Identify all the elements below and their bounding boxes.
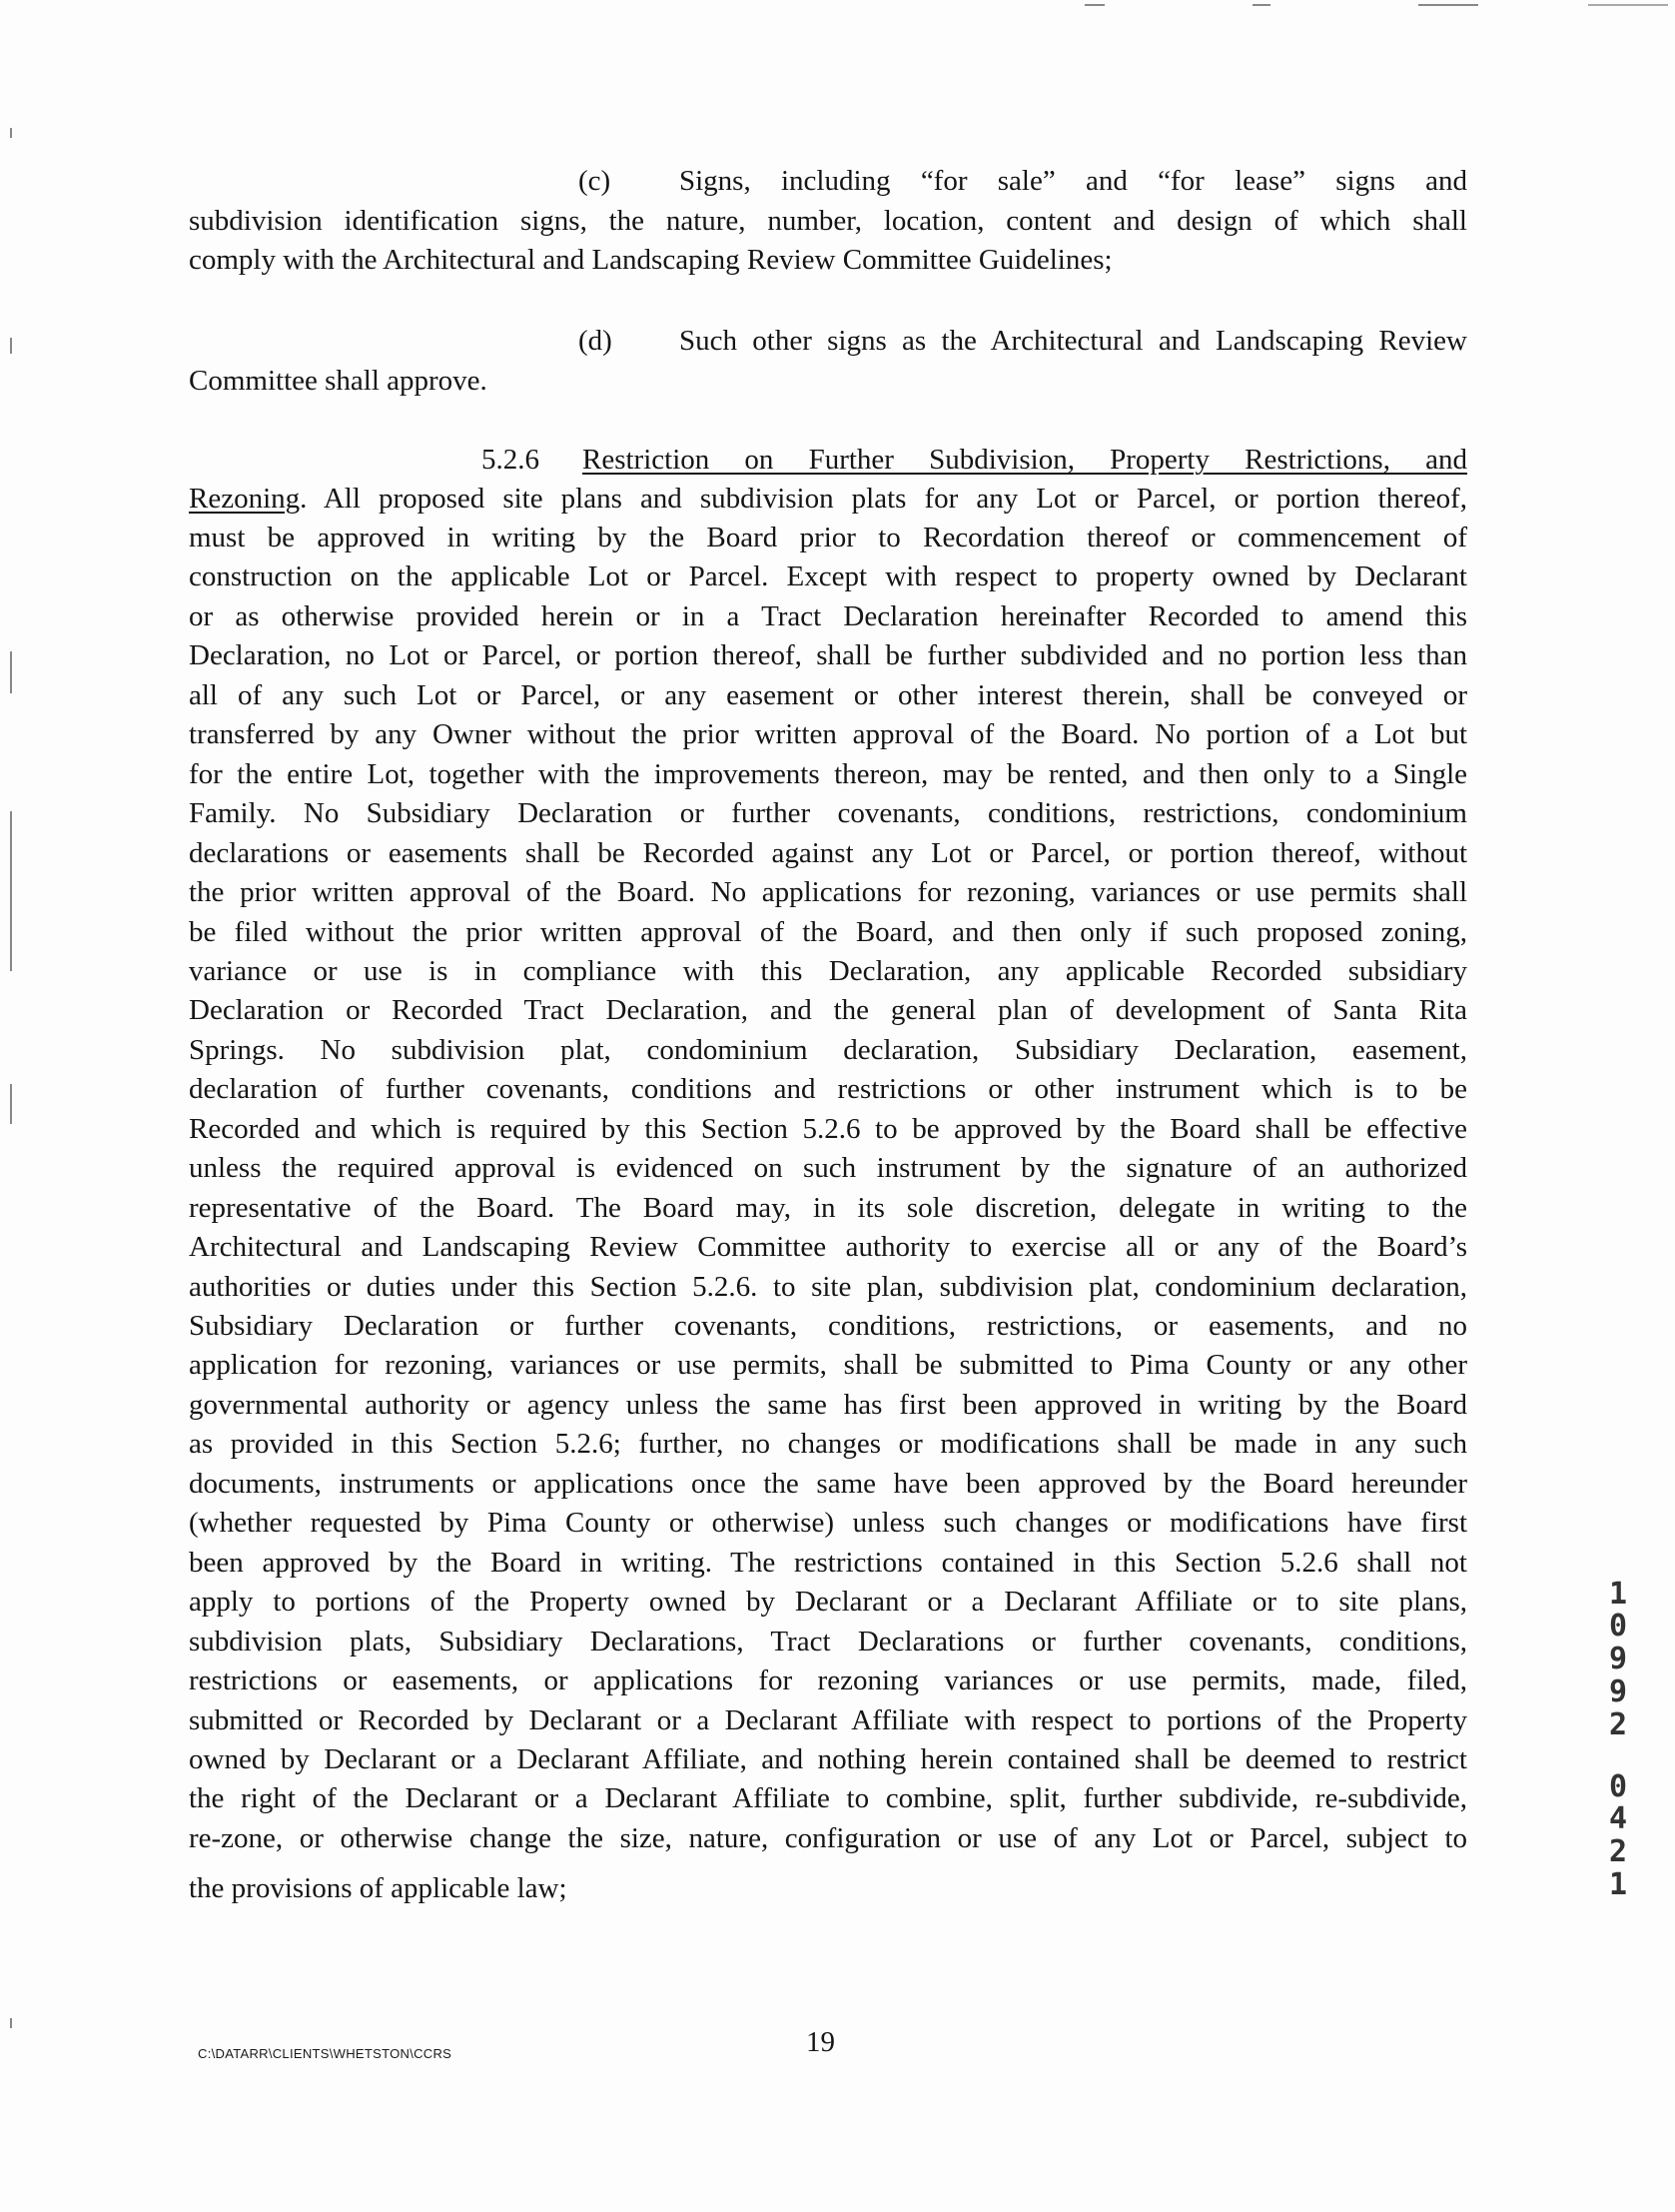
section-body-line: declarations or easements shall be Recorded against any Lot or Parcel, or portion thereof, without (189, 837, 1467, 869)
section-body-line: declaration of further covenants, conditions and restrictions or other instrument which is to be (189, 1073, 1467, 1105)
stamp-digit: 2 (1608, 1834, 1628, 1869)
section-body-line: construction on the applicable Lot or Parcel. Except with respect to property owned by Declarant (189, 560, 1467, 592)
scan-mark-top-3 (1418, 4, 1478, 6)
stamp-digit: 9 (1608, 1642, 1628, 1676)
item-c-line-2: subdivision identification signs, the nature, number, location, content and design of which shall (189, 205, 1467, 237)
item-d-line-2: Committee shall approve. (189, 365, 487, 397)
section-body-line: the right of the Declarant or a Declarant Affiliate to combine, split, further subdivide, re-subdivide, (189, 1782, 1467, 1814)
section-first-sentence: . All proposed site plans and subdivision plats for any Lot or Parcel, or portion thereof, (300, 483, 1467, 515)
section-body-line: for the entire Lot, together with the improvements thereon, may be rented, and then only to a Single (189, 758, 1467, 790)
scan-mark-top-4 (1588, 4, 1668, 6)
section-body-line: the prior written approval of the Board. No applications for rezoning, variances or use permits shall (189, 876, 1467, 908)
section-body-line: Subsidiary Declaration or further covenants, conditions, restrictions, or easements, and no (189, 1310, 1467, 1342)
scan-mark-left-6 (10, 2018, 12, 2028)
section-body-line: all of any such Lot or Parcel, or any easement or other interest therein, shall be conveyed or (189, 679, 1467, 711)
section-body-line: Declaration, no Lot or Parcel, or portion thereof, shall be further subdivided and no portion less than (189, 639, 1467, 671)
section-heading-part-2: Rezoning (189, 483, 301, 515)
section-body-line: documents, instruments or applications once the same have been approved by the Board hereunder (189, 1468, 1467, 1500)
section-body-line: (whether requested by Pima County or otherwise) unless such changes or modifications have first (189, 1507, 1467, 1539)
section-body-line: must be approved in writing by the Board prior to Recordation thereof or commencement of (189, 522, 1467, 553)
item-c-label: (c) (578, 165, 611, 197)
section-body-line: application for rezoning, variances or use permits, shall be submitted to Pima County or any other (189, 1349, 1467, 1381)
section-body-line: Architectural and Landscaping Review Committee authority to exercise all or any of the Board’s (189, 1231, 1467, 1263)
section-body-line: restrictions or easements, or applications for rezoning variances or use permits, made, filed, (189, 1664, 1467, 1696)
stamp-digit: 4 (1608, 1801, 1628, 1836)
item-d-line-1: Such other signs as the Architectural and Landscaping Review (679, 325, 1467, 357)
scan-mark-left-3 (10, 651, 12, 693)
stamp-digit: 1 (1608, 1577, 1628, 1612)
section-heading-part-1: Restriction on Further Subdivision, Property Restrictions, and (582, 444, 1467, 476)
item-d-label: (d) (578, 325, 612, 357)
scan-mark-left-2 (10, 338, 12, 354)
section-body-line: be filed without the prior written approval of the Board, and then only if such proposed zoning, (189, 916, 1467, 948)
footer-file-path: C:\DATARR\CLIENTS\WHETSTON\CCRS (198, 2046, 452, 2061)
section-body-line: Recorded and which is required by this Section 5.2.6 to be approved by the Board shall be effective (189, 1113, 1467, 1145)
section-body-line: owned by Declarant or a Declarant Affiliate, and nothing herein contained shall be deemed to restrict (189, 1743, 1467, 1775)
section-body-line: variance or use is in compliance with this Declaration, any applicable Recorded subsidiary (189, 955, 1467, 987)
scan-mark-left-4 (10, 811, 12, 971)
item-c-line-3: comply with the Architectural and Landscaping Review Committee Guidelines; (189, 244, 1113, 276)
stamp-digit: 9 (1608, 1674, 1628, 1709)
section-body-line: Declaration or Recorded Tract Declaration, and the general plan of development of Santa Rita (189, 994, 1467, 1026)
stamp-digit: 2 (1608, 1707, 1628, 1742)
section-body-line: as provided in this Section 5.2.6; further, no changes or modifications shall be made in any such (189, 1428, 1467, 1460)
stamp-digit: 1 (1608, 1867, 1628, 1902)
section-body-line: authorities or duties under this Section 5.2.6. to site plan, subdivision plat, condominium declaration, (189, 1271, 1467, 1303)
section-body-line: submitted or Recorded by Declarant or a Declarant Affiliate with respect to portions of the Property (189, 1704, 1467, 1736)
section-body-line: apply to portions of the Property owned by Declarant or a Declarant Affiliate or to site plans, (189, 1586, 1467, 1618)
scan-mark-left-5 (10, 1084, 12, 1124)
stamp-digit: 0 (1608, 1609, 1628, 1644)
section-body-line: governmental authority or agency unless the same has first been approved in writing by the Board (189, 1389, 1467, 1421)
scan-mark-top-2 (1253, 4, 1270, 6)
section-heading-line-2 (189, 482, 1467, 516)
section-body-line: been approved by the Board in writing. The restrictions contained in this Section 5.2.6 shall not (189, 1547, 1467, 1579)
section-body-line: representative of the Board. The Board may, in its sole discretion, delegate in writing to the (189, 1192, 1467, 1224)
section-body-line: or as otherwise provided herein or in a Tract Declaration hereinafter Recorded to amend this (189, 600, 1467, 632)
section-body-line: re-zone, or otherwise change the size, nature, configuration or use of any Lot or Parcel, subject to (189, 1822, 1467, 1854)
section-body-line: subdivision plats, Subsidiary Declarations, Tract Declarations or further covenants, conditions, (189, 1626, 1467, 1658)
scan-mark-left-1 (10, 128, 12, 138)
item-c-line-1: Signs, including “for sale” and “for lease” signs and (679, 165, 1467, 197)
section-last-line: the provisions of applicable law; (189, 1872, 567, 1904)
page-number: 19 (806, 2026, 835, 2058)
section-number: 5.2.6 (481, 444, 539, 476)
scan-mark-top-1 (1085, 4, 1105, 6)
section-body-line: transferred by any Owner without the prior written approval of the Board. No portion of a Lot but (189, 718, 1467, 750)
section-body-line: Springs. No subdivision plat, condominium declaration, Subsidiary Declaration, easement, (189, 1034, 1467, 1066)
stamp-digit: 0 (1608, 1769, 1628, 1804)
section-body-line: unless the required approval is evidenced on such instrument by the signature of an authorized (189, 1152, 1467, 1184)
section-body-line: Family. No Subsidiary Declaration or further covenants, conditions, restrictions, condominium (189, 797, 1467, 829)
